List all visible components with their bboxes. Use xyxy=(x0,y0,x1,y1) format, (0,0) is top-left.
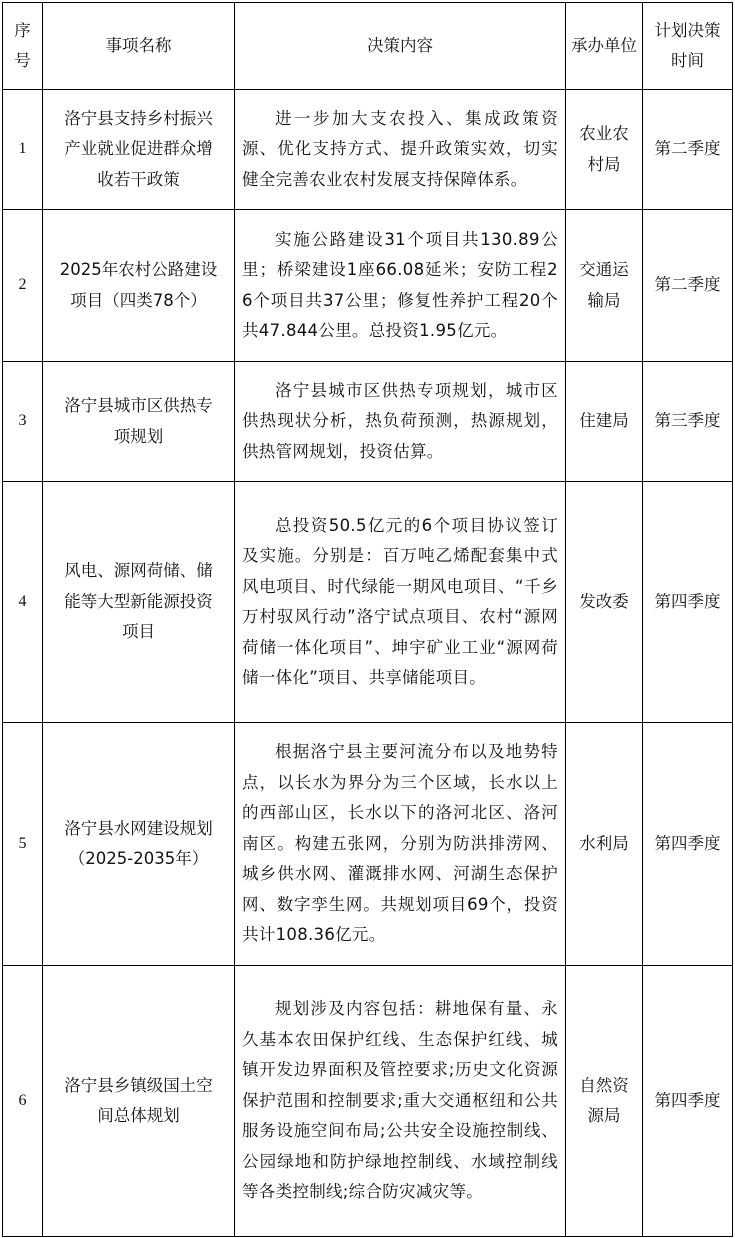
table-row xyxy=(3,90,733,210)
row-item-name: 风电、源网荷储、储能等大型新能源投资项目 xyxy=(43,482,235,723)
row-content: 进一步加大支农投入、集成政策资源、优化支持方式、提升政策实效，切实健全完善农业农村发展支持保障体系。 xyxy=(235,90,566,210)
header-index: 序号 xyxy=(3,3,43,90)
table-row xyxy=(3,723,733,966)
table-row xyxy=(3,966,733,1237)
header-time: 计划决策时间 xyxy=(643,3,733,90)
row-item-name: 洛宁县乡镇级国土空间总体规划 xyxy=(43,966,235,1237)
row-content: 规划涉及内容包括：耕地保有量、永久基本农田保护红线、生态保护红线、城镇开发边界面积及管控要求;历史文化资源保护范围和控制要求;重大交通枢纽和公共服务设施空间布局;公共安全设施控制线、公园绿地和防护绿地控制线、水域控制线等各类控制线;综合防灾减灾等。 xyxy=(235,966,566,1237)
row-time: 第二季度 xyxy=(643,210,733,362)
row-time: 第四季度 xyxy=(643,723,733,966)
row-department: 交通运输局 xyxy=(566,210,643,362)
row-content: 总投资50.5亿元的6个项目协议签订及实施。分别是：百万吨乙烯配套集中式风电项目、时代绿能一期风电项目、“千乡万村驭风行动”洛宁试点项目、农村“源网荷储一体化项目”、坤宇矿业工业“源网荷储一体化”项目、共享储能项目。 xyxy=(235,482,566,723)
header-content: 决策内容 xyxy=(235,3,566,90)
row-index: 1 xyxy=(3,90,43,210)
row-index: 5 xyxy=(3,723,43,966)
row-department: 水利局 xyxy=(566,723,643,966)
row-content: 根据洛宁县主要河流分布以及地势特点，以长水为界分为三个区域，长水以上的西部山区，长水以下的洛河北区、洛河南区。构建五张网，分别为防洪排涝网、城乡供水网、灌溉排水网、河湖生态保护网、数字孪生网。共规划项目69个，投资共计108.36亿元。 xyxy=(235,723,566,966)
row-time: 第三季度 xyxy=(643,362,733,482)
row-index: 4 xyxy=(3,482,43,723)
row-time: 第四季度 xyxy=(643,966,733,1237)
table-row xyxy=(3,482,733,723)
row-index: 6 xyxy=(3,966,43,1237)
row-department: 发改委 xyxy=(566,482,643,723)
row-department: 农业农村局 xyxy=(566,90,643,210)
row-index: 3 xyxy=(3,362,43,482)
row-item-name: 洛宁县支持乡村振兴产业就业促进群众增收若干政策 xyxy=(43,90,235,210)
row-department: 住建局 xyxy=(566,362,643,482)
decision-items-table xyxy=(2,2,733,1237)
row-time: 第二季度 xyxy=(643,90,733,210)
row-index: 2 xyxy=(3,210,43,362)
decision-table-wrapper xyxy=(2,2,733,1237)
row-item-name: 洛宁县城市区供热专项规划 xyxy=(43,362,235,482)
row-content: 实施公路建设31个项目共130.89公里；桥梁建设1座66.08延米；安防工程26个项目共37公里；修复性养护工程20个共47.844公里。总投资1.95亿元。 xyxy=(235,210,566,362)
table-row xyxy=(3,210,733,362)
row-item-name: 洛宁县水网建设规划（2025-2035年） xyxy=(43,723,235,966)
row-content: 洛宁县城市区供热专项规划，城市区供热现状分析，热负荷预测，热源规划，供热管网规划，投资估算。 xyxy=(235,362,566,482)
header-department: 承办单位 xyxy=(566,3,643,90)
row-department: 自然资源局 xyxy=(566,966,643,1237)
table-header-row xyxy=(3,3,733,90)
table-row xyxy=(3,362,733,482)
header-item-name: 事项名称 xyxy=(43,3,235,90)
row-time: 第四季度 xyxy=(643,482,733,723)
row-item-name: 2025年农村公路建设项目（四类78个） xyxy=(43,210,235,362)
